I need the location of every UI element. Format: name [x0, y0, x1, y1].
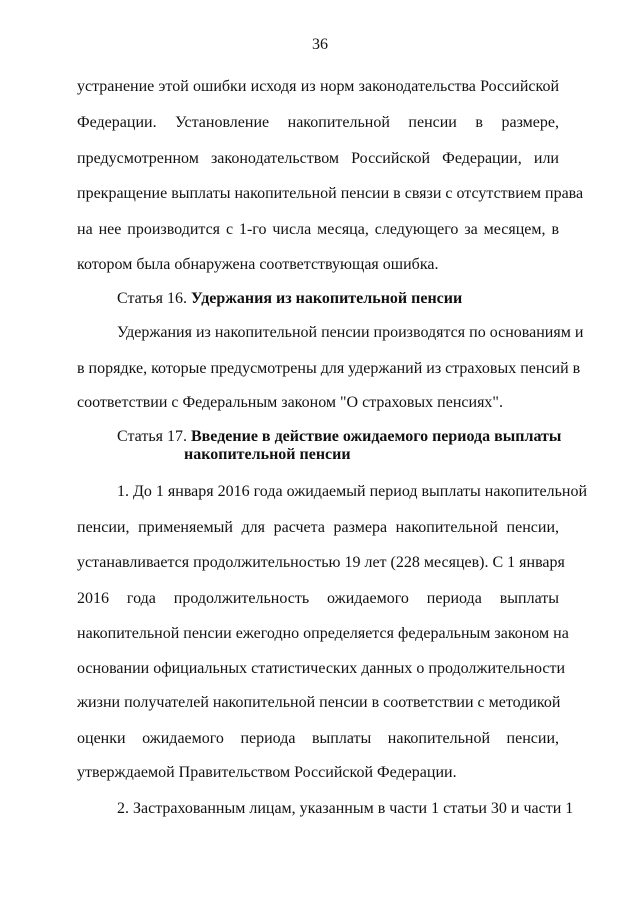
text-line: пенсии, применяемый для расчета размера накопительной пенсии,: [77, 519, 559, 536]
article-17-heading: [117, 427, 562, 447]
text-line: накопительной пенсии ежегодно определяется федеральным законом на: [77, 625, 569, 642]
text-line: 2. Застрахованным лицам, указанным в части 1 статьи 30 и части 1: [117, 800, 574, 817]
text-line: Федерации. Установление накопительной пенсии в размере,: [77, 114, 559, 131]
text-line: 1. До 1 января 2016 года ожидаемый период выплаты накопительной: [117, 483, 588, 500]
article-17-label: Статья 17.: [117, 428, 187, 445]
article-17-title-continued: накопительной пенсии: [184, 446, 351, 463]
article-16-label: Статья 16.: [117, 290, 187, 307]
article-16-title: Удержания из накопительной пенсии: [190, 290, 463, 307]
text-line: предусмотренном законодательством Российской Федерации, или: [77, 150, 559, 167]
text-line: прекращение выплаты накопительной пенсии в связи с отсутствием права: [77, 185, 584, 202]
article-17-title: Введение в действие ожидаемого периода выплаты: [190, 428, 562, 445]
text-line: 2016 года продолжительность ожидаемого периода выплаты: [77, 590, 559, 607]
text-line: устанавливается продолжительностью 19 лет (228 месяцев). С 1 января: [77, 554, 565, 571]
text-line: соответствии с Федеральным законом "О страховых пенсиях".: [77, 394, 503, 411]
text-line: котором была обнаружена соответствующая ошибка.: [77, 256, 439, 273]
text-line: Удержания из накопительной пенсии производятся по основаниям и: [117, 324, 584, 341]
text-line: устранение этой ошибки исходя из норм законодательства Российской: [77, 78, 559, 95]
text-line: утверждаемой Правительством Российской Федерации.: [77, 764, 457, 781]
text-line: в порядке, которые предусмотрены для удержаний из страховых пенсий в: [77, 360, 581, 377]
page-number: 36: [312, 36, 328, 53]
text-line: жизни получателей накопительной пенсии в соответствии с методикой: [77, 694, 561, 711]
text-line: основании официальных статистических данных о продолжительности: [77, 660, 565, 677]
text-line: на нее производится с 1-го числа месяца, следующего за месяцем, в: [77, 221, 559, 238]
article-16-heading: [117, 289, 559, 309]
text-line: оценки ожидаемого периода выплаты накопительной пенсии,: [77, 730, 559, 747]
